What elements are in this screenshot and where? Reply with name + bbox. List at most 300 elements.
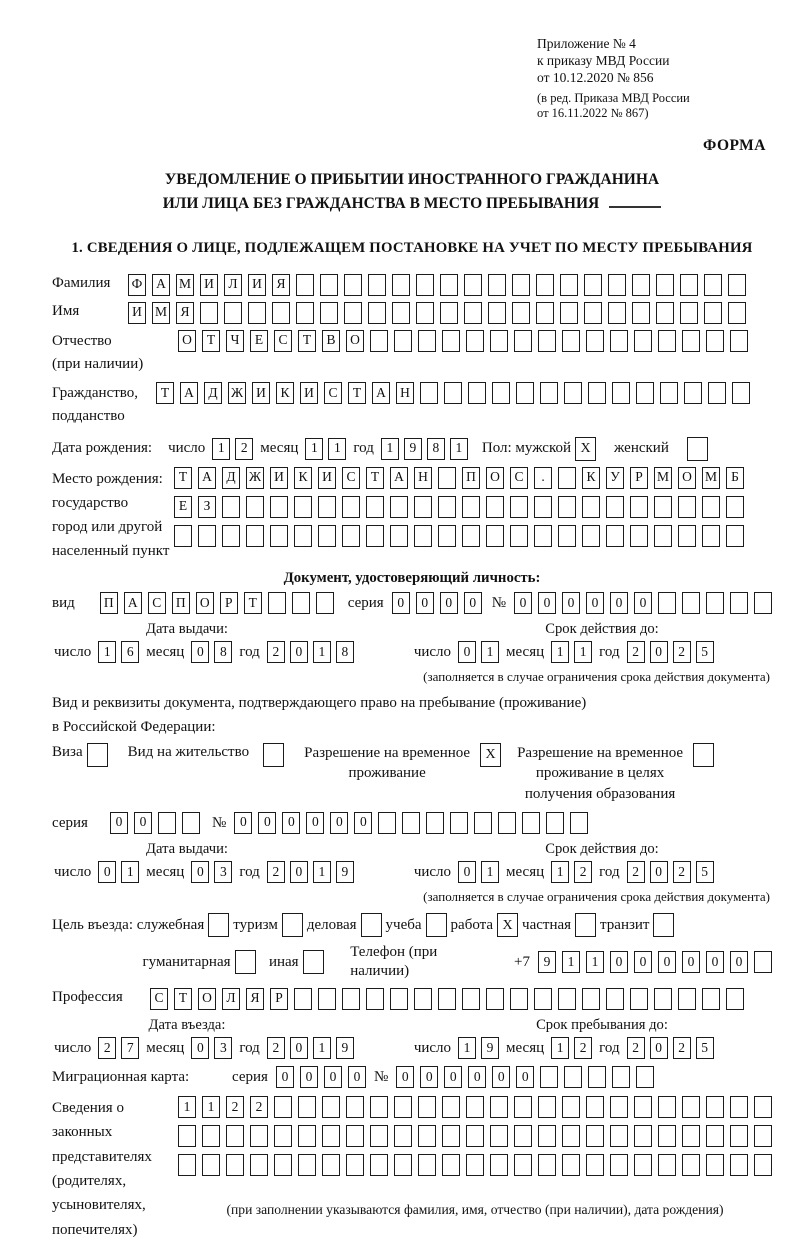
char-box[interactable]: 0 (191, 861, 209, 883)
char-box[interactable]: 1 (574, 641, 592, 663)
char-box[interactable]: М (176, 274, 194, 296)
char-box[interactable]: Р (630, 467, 648, 489)
char-box[interactable]: С (150, 988, 168, 1010)
char-box[interactable] (486, 525, 504, 547)
char-box[interactable]: П (100, 592, 118, 614)
char-box[interactable] (630, 525, 648, 547)
char-box[interactable]: Я (272, 274, 290, 296)
char-box[interactable] (606, 525, 624, 547)
char-box[interactable] (250, 1154, 268, 1176)
char-box[interactable]: 0 (634, 592, 652, 614)
char-box[interactable] (370, 1154, 388, 1176)
char-box[interactable] (370, 330, 388, 352)
char-box[interactable]: 1 (178, 1096, 196, 1118)
char-box[interactable] (366, 988, 384, 1010)
char-box[interactable] (704, 274, 722, 296)
char-box[interactable] (440, 274, 458, 296)
char-box[interactable]: О (178, 330, 196, 352)
char-box[interactable]: 1 (481, 861, 499, 883)
char-box[interactable]: 1 (305, 438, 323, 460)
char-box[interactable]: В (322, 330, 340, 352)
purpose-study-checkbox[interactable] (426, 913, 447, 937)
char-box[interactable] (442, 330, 460, 352)
char-box[interactable]: А (390, 467, 408, 489)
char-box[interactable]: Ж (228, 382, 246, 404)
char-box[interactable] (570, 812, 588, 834)
char-box[interactable]: 1 (450, 438, 468, 460)
char-box[interactable]: 2 (574, 1037, 592, 1059)
char-box[interactable]: 0 (134, 812, 152, 834)
char-box[interactable] (466, 1096, 484, 1118)
char-box[interactable]: 9 (481, 1037, 499, 1059)
char-box[interactable]: И (270, 467, 288, 489)
char-box[interactable] (226, 1125, 244, 1147)
char-box[interactable] (438, 496, 456, 518)
char-box[interactable]: С (324, 382, 342, 404)
char-box[interactable] (562, 330, 580, 352)
char-box[interactable] (178, 1125, 196, 1147)
char-box[interactable] (512, 274, 530, 296)
char-box[interactable] (612, 1066, 630, 1088)
char-box[interactable] (486, 496, 504, 518)
char-box[interactable] (680, 302, 698, 324)
char-box[interactable]: 0 (98, 861, 116, 883)
char-box[interactable]: 0 (538, 592, 556, 614)
char-box[interactable]: 0 (324, 1066, 342, 1088)
char-box[interactable] (418, 1154, 436, 1176)
char-box[interactable] (488, 302, 506, 324)
char-box[interactable] (610, 1154, 628, 1176)
char-box[interactable] (560, 274, 578, 296)
char-box[interactable] (442, 1096, 460, 1118)
char-box[interactable]: А (152, 274, 170, 296)
char-box[interactable] (378, 812, 396, 834)
char-box[interactable] (158, 812, 176, 834)
char-box[interactable]: 2 (574, 861, 592, 883)
char-box[interactable]: 8 (214, 641, 232, 663)
char-box[interactable]: Ф (128, 274, 146, 296)
char-box[interactable] (510, 496, 528, 518)
char-box[interactable]: 0 (464, 592, 482, 614)
char-box[interactable] (294, 988, 312, 1010)
char-box[interactable]: 0 (258, 812, 276, 834)
char-box[interactable]: 2 (673, 861, 691, 883)
char-box[interactable] (182, 812, 200, 834)
char-box[interactable] (702, 525, 720, 547)
char-box[interactable]: 2 (98, 1037, 116, 1059)
char-box[interactable] (492, 382, 510, 404)
char-box[interactable] (558, 496, 576, 518)
char-box[interactable]: С (510, 467, 528, 489)
char-box[interactable] (654, 525, 672, 547)
char-box[interactable] (606, 988, 624, 1010)
char-box[interactable]: Т (366, 467, 384, 489)
rvp-education-checkbox[interactable] (693, 743, 714, 767)
char-box[interactable]: 0 (492, 1066, 510, 1088)
char-box[interactable] (198, 525, 216, 547)
char-box[interactable]: О (486, 467, 504, 489)
char-box[interactable] (514, 1125, 532, 1147)
char-box[interactable] (512, 302, 530, 324)
char-box[interactable] (584, 274, 602, 296)
char-box[interactable]: 2 (673, 641, 691, 663)
char-box[interactable] (634, 1096, 652, 1118)
char-box[interactable]: С (342, 467, 360, 489)
char-box[interactable]: 9 (336, 1037, 354, 1059)
char-box[interactable]: 2 (235, 438, 253, 460)
char-box[interactable]: Т (174, 988, 192, 1010)
char-box[interactable] (490, 1096, 508, 1118)
char-box[interactable]: 2 (226, 1096, 244, 1118)
char-box[interactable]: 1 (313, 861, 331, 883)
char-box[interactable]: 0 (420, 1066, 438, 1088)
char-box[interactable] (418, 1096, 436, 1118)
char-box[interactable]: 0 (290, 641, 308, 663)
char-box[interactable] (486, 988, 504, 1010)
purpose-transit-checkbox[interactable] (653, 913, 674, 937)
char-box[interactable] (318, 525, 336, 547)
char-box[interactable]: 2 (627, 861, 645, 883)
char-box[interactable] (632, 302, 650, 324)
char-box[interactable]: И (200, 274, 218, 296)
visa-checkbox[interactable] (87, 743, 108, 767)
char-box[interactable] (296, 302, 314, 324)
char-box[interactable] (634, 330, 652, 352)
char-box[interactable] (490, 1154, 508, 1176)
char-box[interactable]: 9 (538, 951, 556, 973)
char-box[interactable] (588, 1066, 606, 1088)
char-box[interactable] (174, 525, 192, 547)
char-box[interactable] (582, 988, 600, 1010)
char-box[interactable] (562, 1125, 580, 1147)
char-box[interactable] (660, 382, 678, 404)
char-box[interactable] (292, 592, 310, 614)
char-box[interactable]: 3 (214, 1037, 232, 1059)
char-box[interactable] (490, 330, 508, 352)
char-box[interactable] (320, 274, 338, 296)
char-box[interactable] (438, 467, 456, 489)
char-box[interactable]: 1 (458, 1037, 476, 1059)
char-box[interactable]: 1 (121, 861, 139, 883)
char-box[interactable] (726, 988, 744, 1010)
char-box[interactable]: 8 (427, 438, 445, 460)
char-box[interactable] (632, 274, 650, 296)
char-box[interactable] (490, 1125, 508, 1147)
char-box[interactable]: И (252, 382, 270, 404)
char-box[interactable] (636, 382, 654, 404)
char-box[interactable] (274, 1096, 292, 1118)
char-box[interactable] (538, 1125, 556, 1147)
char-box[interactable]: 0 (354, 812, 372, 834)
char-box[interactable] (682, 1125, 700, 1147)
char-box[interactable]: З (198, 496, 216, 518)
char-box[interactable] (390, 988, 408, 1010)
char-box[interactable] (368, 274, 386, 296)
char-box[interactable] (540, 382, 558, 404)
char-box[interactable] (414, 988, 432, 1010)
char-box[interactable]: 0 (444, 1066, 462, 1088)
char-box[interactable]: 1 (313, 641, 331, 663)
char-box[interactable] (654, 496, 672, 518)
char-box[interactable] (178, 1154, 196, 1176)
char-box[interactable] (464, 274, 482, 296)
char-box[interactable] (366, 525, 384, 547)
char-box[interactable] (466, 1125, 484, 1147)
char-box[interactable]: 0 (348, 1066, 366, 1088)
char-box[interactable] (586, 1154, 604, 1176)
char-box[interactable] (420, 382, 438, 404)
char-box[interactable] (418, 1125, 436, 1147)
char-box[interactable]: Т (174, 467, 192, 489)
char-box[interactable] (390, 496, 408, 518)
char-box[interactable]: 0 (650, 1037, 668, 1059)
char-box[interactable]: 1 (98, 641, 116, 663)
char-box[interactable] (682, 1096, 700, 1118)
char-box[interactable]: 8 (336, 641, 354, 663)
char-box[interactable]: О (198, 988, 216, 1010)
char-box[interactable] (394, 1154, 412, 1176)
char-box[interactable] (586, 330, 604, 352)
char-box[interactable] (316, 592, 334, 614)
char-box[interactable]: 1 (481, 641, 499, 663)
char-box[interactable]: 0 (634, 951, 652, 973)
char-box[interactable]: И (318, 467, 336, 489)
char-box[interactable] (588, 382, 606, 404)
char-box[interactable]: К (276, 382, 294, 404)
char-box[interactable] (298, 1096, 316, 1118)
char-box[interactable] (294, 525, 312, 547)
char-box[interactable] (536, 302, 554, 324)
char-box[interactable] (464, 302, 482, 324)
char-box[interactable] (658, 1125, 676, 1147)
char-box[interactable] (514, 1096, 532, 1118)
char-box[interactable] (656, 302, 674, 324)
char-box[interactable] (394, 1125, 412, 1147)
char-box[interactable]: И (300, 382, 318, 404)
char-box[interactable] (226, 1154, 244, 1176)
char-box[interactable] (442, 1154, 460, 1176)
char-box[interactable] (586, 1096, 604, 1118)
char-box[interactable]: Ч (226, 330, 244, 352)
char-box[interactable] (322, 1125, 340, 1147)
char-box[interactable] (558, 988, 576, 1010)
char-box[interactable] (462, 525, 480, 547)
char-box[interactable] (754, 951, 772, 973)
char-box[interactable] (322, 1154, 340, 1176)
char-box[interactable]: . (534, 467, 552, 489)
char-box[interactable] (392, 302, 410, 324)
char-box[interactable]: П (172, 592, 190, 614)
char-box[interactable]: Р (270, 988, 288, 1010)
char-box[interactable] (202, 1125, 220, 1147)
purpose-official-checkbox[interactable] (208, 913, 229, 937)
char-box[interactable]: 0 (110, 812, 128, 834)
char-box[interactable]: Т (156, 382, 174, 404)
char-box[interactable]: 1 (212, 438, 230, 460)
char-box[interactable] (318, 988, 336, 1010)
char-box[interactable]: 0 (276, 1066, 294, 1088)
char-box[interactable]: 0 (562, 592, 580, 614)
char-box[interactable] (224, 302, 242, 324)
char-box[interactable] (564, 1066, 582, 1088)
char-box[interactable]: 0 (730, 951, 748, 973)
char-box[interactable]: О (346, 330, 364, 352)
char-box[interactable] (534, 525, 552, 547)
char-box[interactable] (402, 812, 420, 834)
char-box[interactable] (346, 1125, 364, 1147)
char-box[interactable]: К (582, 467, 600, 489)
purpose-tourism-checkbox[interactable] (282, 913, 303, 937)
purpose-work-checkbox[interactable]: X (497, 913, 518, 937)
char-box[interactable] (522, 812, 540, 834)
char-box[interactable]: 0 (458, 861, 476, 883)
char-box[interactable] (318, 496, 336, 518)
char-box[interactable] (606, 496, 624, 518)
char-box[interactable]: 7 (121, 1037, 139, 1059)
char-box[interactable] (510, 525, 528, 547)
char-box[interactable]: А (124, 592, 142, 614)
char-box[interactable] (390, 525, 408, 547)
char-box[interactable] (636, 1066, 654, 1088)
char-box[interactable] (250, 1125, 268, 1147)
char-box[interactable] (414, 525, 432, 547)
char-box[interactable]: А (198, 467, 216, 489)
char-box[interactable]: 0 (290, 861, 308, 883)
purpose-humanitarian-checkbox[interactable] (235, 950, 256, 974)
char-box[interactable]: 1 (562, 951, 580, 973)
char-box[interactable]: Е (174, 496, 192, 518)
char-box[interactable] (370, 1125, 388, 1147)
char-box[interactable] (222, 496, 240, 518)
char-box[interactable] (608, 274, 626, 296)
char-box[interactable] (682, 1154, 700, 1176)
char-box[interactable] (702, 496, 720, 518)
char-box[interactable]: М (654, 467, 672, 489)
char-box[interactable]: У (606, 467, 624, 489)
char-box[interactable] (546, 812, 564, 834)
char-box[interactable]: Б (726, 467, 744, 489)
char-box[interactable]: Л (224, 274, 242, 296)
char-box[interactable] (702, 988, 720, 1010)
char-box[interactable] (538, 1096, 556, 1118)
char-box[interactable] (298, 1125, 316, 1147)
purpose-other-checkbox[interactable] (303, 950, 324, 974)
char-box[interactable] (438, 988, 456, 1010)
char-box[interactable]: Т (298, 330, 316, 352)
char-box[interactable]: А (372, 382, 390, 404)
char-box[interactable]: 0 (706, 951, 724, 973)
char-box[interactable] (346, 1154, 364, 1176)
char-box[interactable] (298, 1154, 316, 1176)
char-box[interactable]: Т (202, 330, 220, 352)
char-box[interactable]: Р (220, 592, 238, 614)
char-box[interactable] (680, 274, 698, 296)
char-box[interactable]: 0 (234, 812, 252, 834)
char-box[interactable] (466, 1154, 484, 1176)
char-box[interactable]: 0 (516, 1066, 534, 1088)
char-box[interactable] (514, 330, 532, 352)
purpose-private-checkbox[interactable] (575, 913, 596, 937)
char-box[interactable] (268, 592, 286, 614)
char-box[interactable]: 0 (191, 641, 209, 663)
char-box[interactable] (274, 1154, 292, 1176)
char-box[interactable] (394, 330, 412, 352)
char-box[interactable] (630, 988, 648, 1010)
char-box[interactable]: 2 (250, 1096, 268, 1118)
char-box[interactable]: 6 (121, 641, 139, 663)
char-box[interactable] (706, 1154, 724, 1176)
char-box[interactable] (294, 496, 312, 518)
char-box[interactable] (466, 330, 484, 352)
char-box[interactable]: М (152, 302, 170, 324)
char-box[interactable]: 2 (267, 641, 285, 663)
char-box[interactable]: 0 (282, 812, 300, 834)
char-box[interactable]: 9 (336, 861, 354, 883)
char-box[interactable]: Ж (246, 467, 264, 489)
char-box[interactable]: 1 (551, 861, 569, 883)
char-box[interactable] (704, 302, 722, 324)
char-box[interactable]: 0 (610, 951, 628, 973)
char-box[interactable] (634, 1154, 652, 1176)
char-box[interactable] (442, 1125, 460, 1147)
char-box[interactable] (426, 812, 444, 834)
char-box[interactable] (630, 496, 648, 518)
char-box[interactable] (586, 1125, 604, 1147)
char-box[interactable] (440, 302, 458, 324)
char-box[interactable] (678, 525, 696, 547)
char-box[interactable]: О (196, 592, 214, 614)
purpose-business-checkbox[interactable] (361, 913, 382, 937)
char-box[interactable]: Н (396, 382, 414, 404)
char-box[interactable] (658, 1154, 676, 1176)
char-box[interactable] (462, 988, 480, 1010)
char-box[interactable]: 0 (650, 641, 668, 663)
char-box[interactable] (498, 812, 516, 834)
char-box[interactable]: 0 (650, 861, 668, 883)
char-box[interactable]: 0 (586, 592, 604, 614)
char-box[interactable] (730, 1125, 748, 1147)
char-box[interactable]: М (702, 467, 720, 489)
char-box[interactable] (392, 274, 410, 296)
char-box[interactable] (488, 274, 506, 296)
char-box[interactable]: Н (414, 467, 432, 489)
char-box[interactable] (754, 592, 772, 614)
char-box[interactable]: 1 (202, 1096, 220, 1118)
gender-female-checkbox[interactable] (687, 437, 708, 461)
char-box[interactable] (416, 302, 434, 324)
char-box[interactable]: 1 (551, 641, 569, 663)
char-box[interactable] (726, 496, 744, 518)
char-box[interactable] (510, 988, 528, 1010)
char-box[interactable] (564, 382, 582, 404)
char-box[interactable]: И (128, 302, 146, 324)
char-box[interactable] (272, 302, 290, 324)
char-box[interactable] (706, 1125, 724, 1147)
char-box[interactable] (654, 988, 672, 1010)
char-box[interactable]: 1 (381, 438, 399, 460)
char-box[interactable] (516, 382, 534, 404)
char-box[interactable]: 0 (682, 951, 700, 973)
char-box[interactable] (342, 525, 360, 547)
char-box[interactable]: 0 (458, 641, 476, 663)
char-box[interactable] (462, 496, 480, 518)
char-box[interactable]: Д (204, 382, 222, 404)
char-box[interactable] (728, 274, 746, 296)
char-box[interactable] (534, 496, 552, 518)
char-box[interactable]: А (180, 382, 198, 404)
char-box[interactable]: 1 (313, 1037, 331, 1059)
char-box[interactable] (200, 302, 218, 324)
